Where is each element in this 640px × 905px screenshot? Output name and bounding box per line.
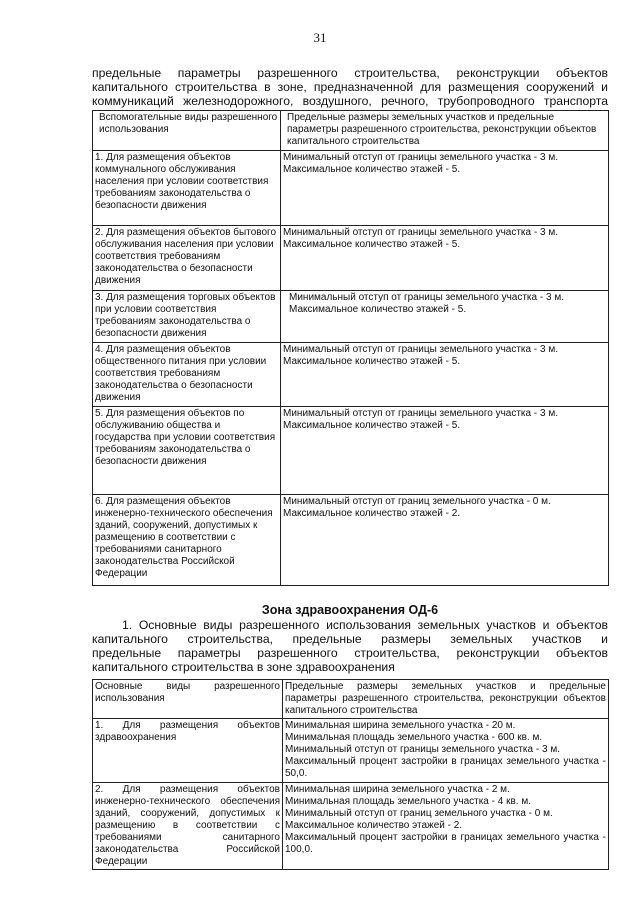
param-line: Минимальный отступ от границы земельного участка - 3 м. (283, 408, 558, 419)
table-row (93, 226, 609, 291)
param-line: Минимальный отступ от границ земельного участка - 0 м. (283, 496, 551, 507)
page-number: 31 (313, 30, 327, 45)
header-cell-uses: Основные виды разрешенного использования (93, 680, 283, 719)
table-row (93, 407, 609, 495)
param-line: Максимальное количество этажей - 5. (283, 164, 461, 175)
param-line: Минимальная ширина земельного участка - 2 м. (285, 784, 510, 795)
table-row (93, 783, 609, 870)
header-cell-params: Предельные размеры земельных участков и предельные параметры разрешенного строительства, реконструкции объектов капитального строительства (283, 680, 609, 719)
use-cell: 4. Для размещения объектов общественного питания при условии соответствия требованиям законодательства о безопасности движения (93, 343, 281, 407)
zone-title: Зона здравоохранения ОД-6 (261, 603, 439, 617)
param-line: Минимальная ширина земельного участка - 20 м. (285, 720, 516, 731)
param-line: Минимальный отступ от границы земельного участка - 3 м. (289, 292, 564, 303)
params-cell (281, 226, 609, 291)
header-cell-params: Предельные размеры земельных участков и предельные параметры разрешенного строительства, реконструкции объектов капитального строительства (281, 111, 609, 151)
zone-para-line: капитального строительства, предельные размеры земельных участков и (92, 632, 608, 646)
use-cell: 5. Для размещения объектов по обслуживанию общества и государства при условии соответствия требованиям законодательства о безопасности движения (93, 407, 281, 495)
param-line: Минимальный отступ от границы земельного участка - 3 м. (283, 152, 558, 163)
params-cell (281, 291, 609, 343)
use-cell: 1. Для размещения объектов здравоохранения (93, 719, 283, 783)
params-cell (281, 407, 609, 495)
param-line: Максимальное количество этажей - 2. (285, 820, 463, 831)
params-cell (283, 719, 609, 783)
param-line: Максимальное количество этажей - 5. (283, 356, 461, 367)
zone-para-line: предельные параметры разрешенного строительства, реконструкции объектов (92, 646, 608, 660)
zone-para-line: капитального строительства в зоне здравоохранения (92, 660, 395, 674)
auxiliary-uses-table (92, 110, 609, 586)
table-header-row (93, 111, 609, 151)
intro-line: капитального строительства в зоне, предназначенной для размещения сооружений и (92, 80, 608, 94)
params-cell (283, 783, 609, 870)
table-header-row (93, 680, 609, 719)
param-line: Максимальный процент застройки в границах земельного участка - 50,0. (285, 756, 606, 779)
zone-para-line: 1. Основные виды разрешенного использования земельных участков и объектов (122, 618, 608, 632)
param-line: Максимальное количество этажей - 5. (289, 304, 467, 315)
param-line: Минимальный отступ от границы земельного участка - 3 м. (283, 227, 558, 238)
param-line: Минимальный отступ от границы земельного участка - 3 м. (285, 744, 560, 755)
param-line: Максимальный процент застройки в границах земельного участка - 100,0. (285, 832, 606, 855)
use-cell: 1. Для размещения объектов коммунального обслуживания населения при условии соответствия требованиям законодательства о безопасности движения (93, 151, 281, 226)
table-row (93, 291, 609, 343)
use-cell: 6. Для размещения объектов инженерно-технического обеспечения зданий, сооружений, допустимых к размещению в соответствии с требованиями санитарного законодательства Российской Федерации (93, 495, 281, 586)
param-line: Минимальная площадь земельного участка - 600 кв. м. (285, 732, 543, 743)
intro-line: коммуникаций железнодорожного, воздушного, речного, трубопроводного транспорта (92, 94, 608, 108)
intro-paragraph (92, 66, 608, 108)
param-line: Минимальный отступ от границ земельного участка - 0 м. (285, 808, 553, 819)
zone-paragraph (92, 618, 608, 674)
table-row (93, 495, 609, 586)
params-cell (281, 151, 609, 226)
intro-line: предельные параметры разрешенного строительства, реконструкции объектов (92, 66, 608, 80)
param-line: Максимальное количество этажей - 2. (283, 508, 461, 519)
params-cell (281, 495, 609, 586)
param-line: Максимальное количество этажей - 5. (283, 420, 461, 431)
param-line: Максимальное количество этажей - 5. (283, 239, 461, 250)
param-line: Минимальный отступ от границы земельного участка - 3 м. (283, 344, 558, 355)
table-row (93, 719, 609, 783)
use-cell: 2. Для размещения объектов бытового обслуживания населения при условии соответствия требованиям законодательства о безопасности движения (93, 226, 281, 291)
table-row (93, 151, 609, 226)
use-cell: 3. Для размещения торговых объектов при условии соответствия требованиям законодательства о безопасности движения (93, 291, 281, 343)
header-cell-uses: Вспомогательные виды разрешенного использования (93, 111, 281, 151)
param-line: Минимальная площадь земельного участка - 4 кв. м. (285, 796, 531, 807)
table-row (93, 343, 609, 407)
use-cell: 2. Для размещения объектов инженерно-технического обеспечения зданий, сооружений, допустимых к размещению в соответствии с требованиями санитарного законодательства Российской Федерации (93, 783, 283, 870)
params-cell (281, 343, 609, 407)
main-uses-table (92, 679, 609, 870)
